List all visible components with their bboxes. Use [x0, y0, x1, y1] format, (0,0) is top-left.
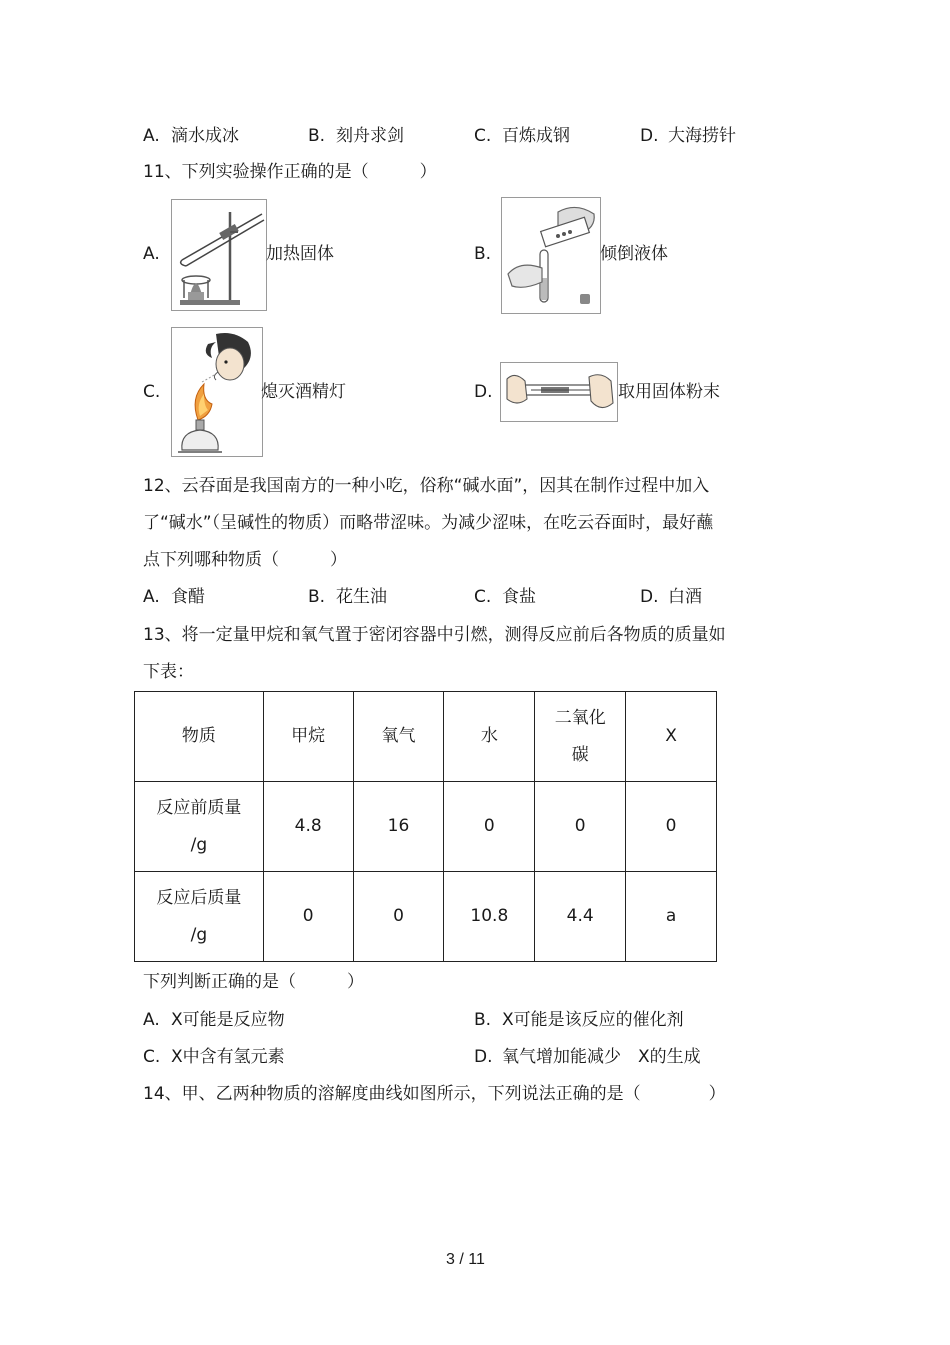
q11-option-d-text: 取用固体粉末: [618, 382, 720, 402]
q11-option-b-text: 倾倒液体: [600, 244, 668, 264]
q13-option-a-letter: A.: [143, 1010, 160, 1030]
q11-option-b-letter: B.: [474, 244, 492, 264]
q13-option-c-text: X中含有氢元素: [171, 1047, 285, 1067]
mass-table: [134, 691, 717, 962]
table-cell: a: [626, 872, 717, 962]
q12-option-a-text: 食醋: [171, 587, 205, 607]
q13-option-a-text: X可能是反应物: [171, 1010, 285, 1030]
row-label-line-1: 反应后质量: [156, 887, 242, 908]
q10-option-a-letter: A.: [143, 126, 160, 146]
powder-taking-image: [500, 362, 618, 422]
q13-option-d-text: 氧气增加能减少 X的生成: [502, 1047, 701, 1067]
q10-option-d-letter: D.: [640, 126, 659, 146]
table-cell: 0: [263, 872, 353, 962]
q13-option-d-letter: D.: [474, 1047, 493, 1067]
q10-option-c-letter: C.: [474, 126, 492, 146]
q12-option-c-letter: C.: [474, 587, 492, 607]
header-co2-line-2: 碳: [571, 744, 589, 765]
table-cell: 0: [535, 782, 626, 872]
header-carbon-dioxide: [535, 692, 626, 782]
q14-stem: 14、甲、乙两种物质的溶解度曲线如图所示，下列说法正确的是（ ）: [143, 1084, 726, 1104]
q11-option-c-letter: C.: [143, 382, 161, 402]
q13-line-1: 13、将一定量甲烷和氧气置于密闭容器中引燃，测得反应前后各物质的质量如: [143, 625, 726, 645]
q12-option-c-text: 食盐: [502, 587, 536, 607]
header-water: 水: [444, 692, 535, 782]
extinguish-lamp-image: [171, 327, 263, 457]
header-oxygen: 氧气: [353, 692, 444, 782]
table-cell: 10.8: [444, 872, 535, 962]
q13-option-b-text: X可能是该反应的催化剂: [502, 1010, 684, 1030]
q12-option-d-text: 白酒: [668, 587, 702, 607]
q12-option-d-letter: D.: [640, 587, 659, 607]
page-number: 3 / 11: [446, 1251, 485, 1268]
q10-option-b-text: 刻舟求剑: [336, 126, 404, 146]
q11-option-a-letter: A.: [143, 244, 160, 264]
heating-solid-image: [171, 199, 267, 311]
table-cell: 0: [353, 872, 444, 962]
q12-line-3: 点下列哪种物质（ ）: [143, 550, 347, 570]
q13-line-2: 下表：: [143, 662, 194, 682]
q10-option-d-text: 大海捞针: [668, 126, 736, 146]
header-x: X: [626, 692, 717, 782]
q12-option-a-letter: A.: [143, 587, 160, 607]
q11-stem: 11、下列实验操作正确的是（ ）: [143, 162, 437, 182]
q10-option-b-letter: B.: [308, 126, 326, 146]
table-cell: 16: [353, 782, 444, 872]
pouring-liquid-image: [501, 197, 601, 314]
table-cell: 4.8: [263, 782, 353, 872]
q12-option-b-letter: B.: [308, 587, 326, 607]
row-label-line-1: 反应前质量: [156, 797, 242, 818]
q11-option-c-text: 熄灭酒精灯: [261, 382, 346, 402]
header-methane: 甲烷: [263, 692, 353, 782]
table-cell: 0: [444, 782, 535, 872]
table-row: [135, 872, 717, 962]
header-substance: 物质: [135, 692, 264, 782]
q10-option-c-text: 百炼成钢: [502, 126, 570, 146]
header-co2-line-1: 二氧化: [554, 707, 606, 728]
q10-option-a-text: 滴水成冰: [171, 126, 239, 146]
table-cell: 0: [626, 782, 717, 872]
q13-question: 下列判断正确的是（ ）: [143, 972, 364, 992]
q13-option-b-letter: B.: [474, 1010, 492, 1030]
q11-option-d-letter: D.: [474, 382, 493, 402]
q11-option-a-text: 加热固体: [266, 244, 334, 264]
table-row: [135, 782, 717, 872]
q13-option-c-letter: C.: [143, 1047, 161, 1067]
q12-line-2: 了“碱水”（呈碱性的物质）而略带涩味。为减少涩味，在吃云吞面时，最好蘸: [143, 513, 714, 533]
row-label-line-2: /g: [190, 924, 208, 945]
row-label: [135, 872, 264, 962]
q12-option-b-text: 花生油: [336, 587, 387, 607]
table-header-row: [135, 692, 717, 782]
q12-line-1: 12、云吞面是我国南方的一种小吃，俗称“碱水面”，因其在制作过程中加入: [143, 476, 710, 496]
table-cell: 4.4: [535, 872, 626, 962]
row-label: [135, 782, 264, 872]
row-label-line-2: /g: [190, 834, 208, 855]
